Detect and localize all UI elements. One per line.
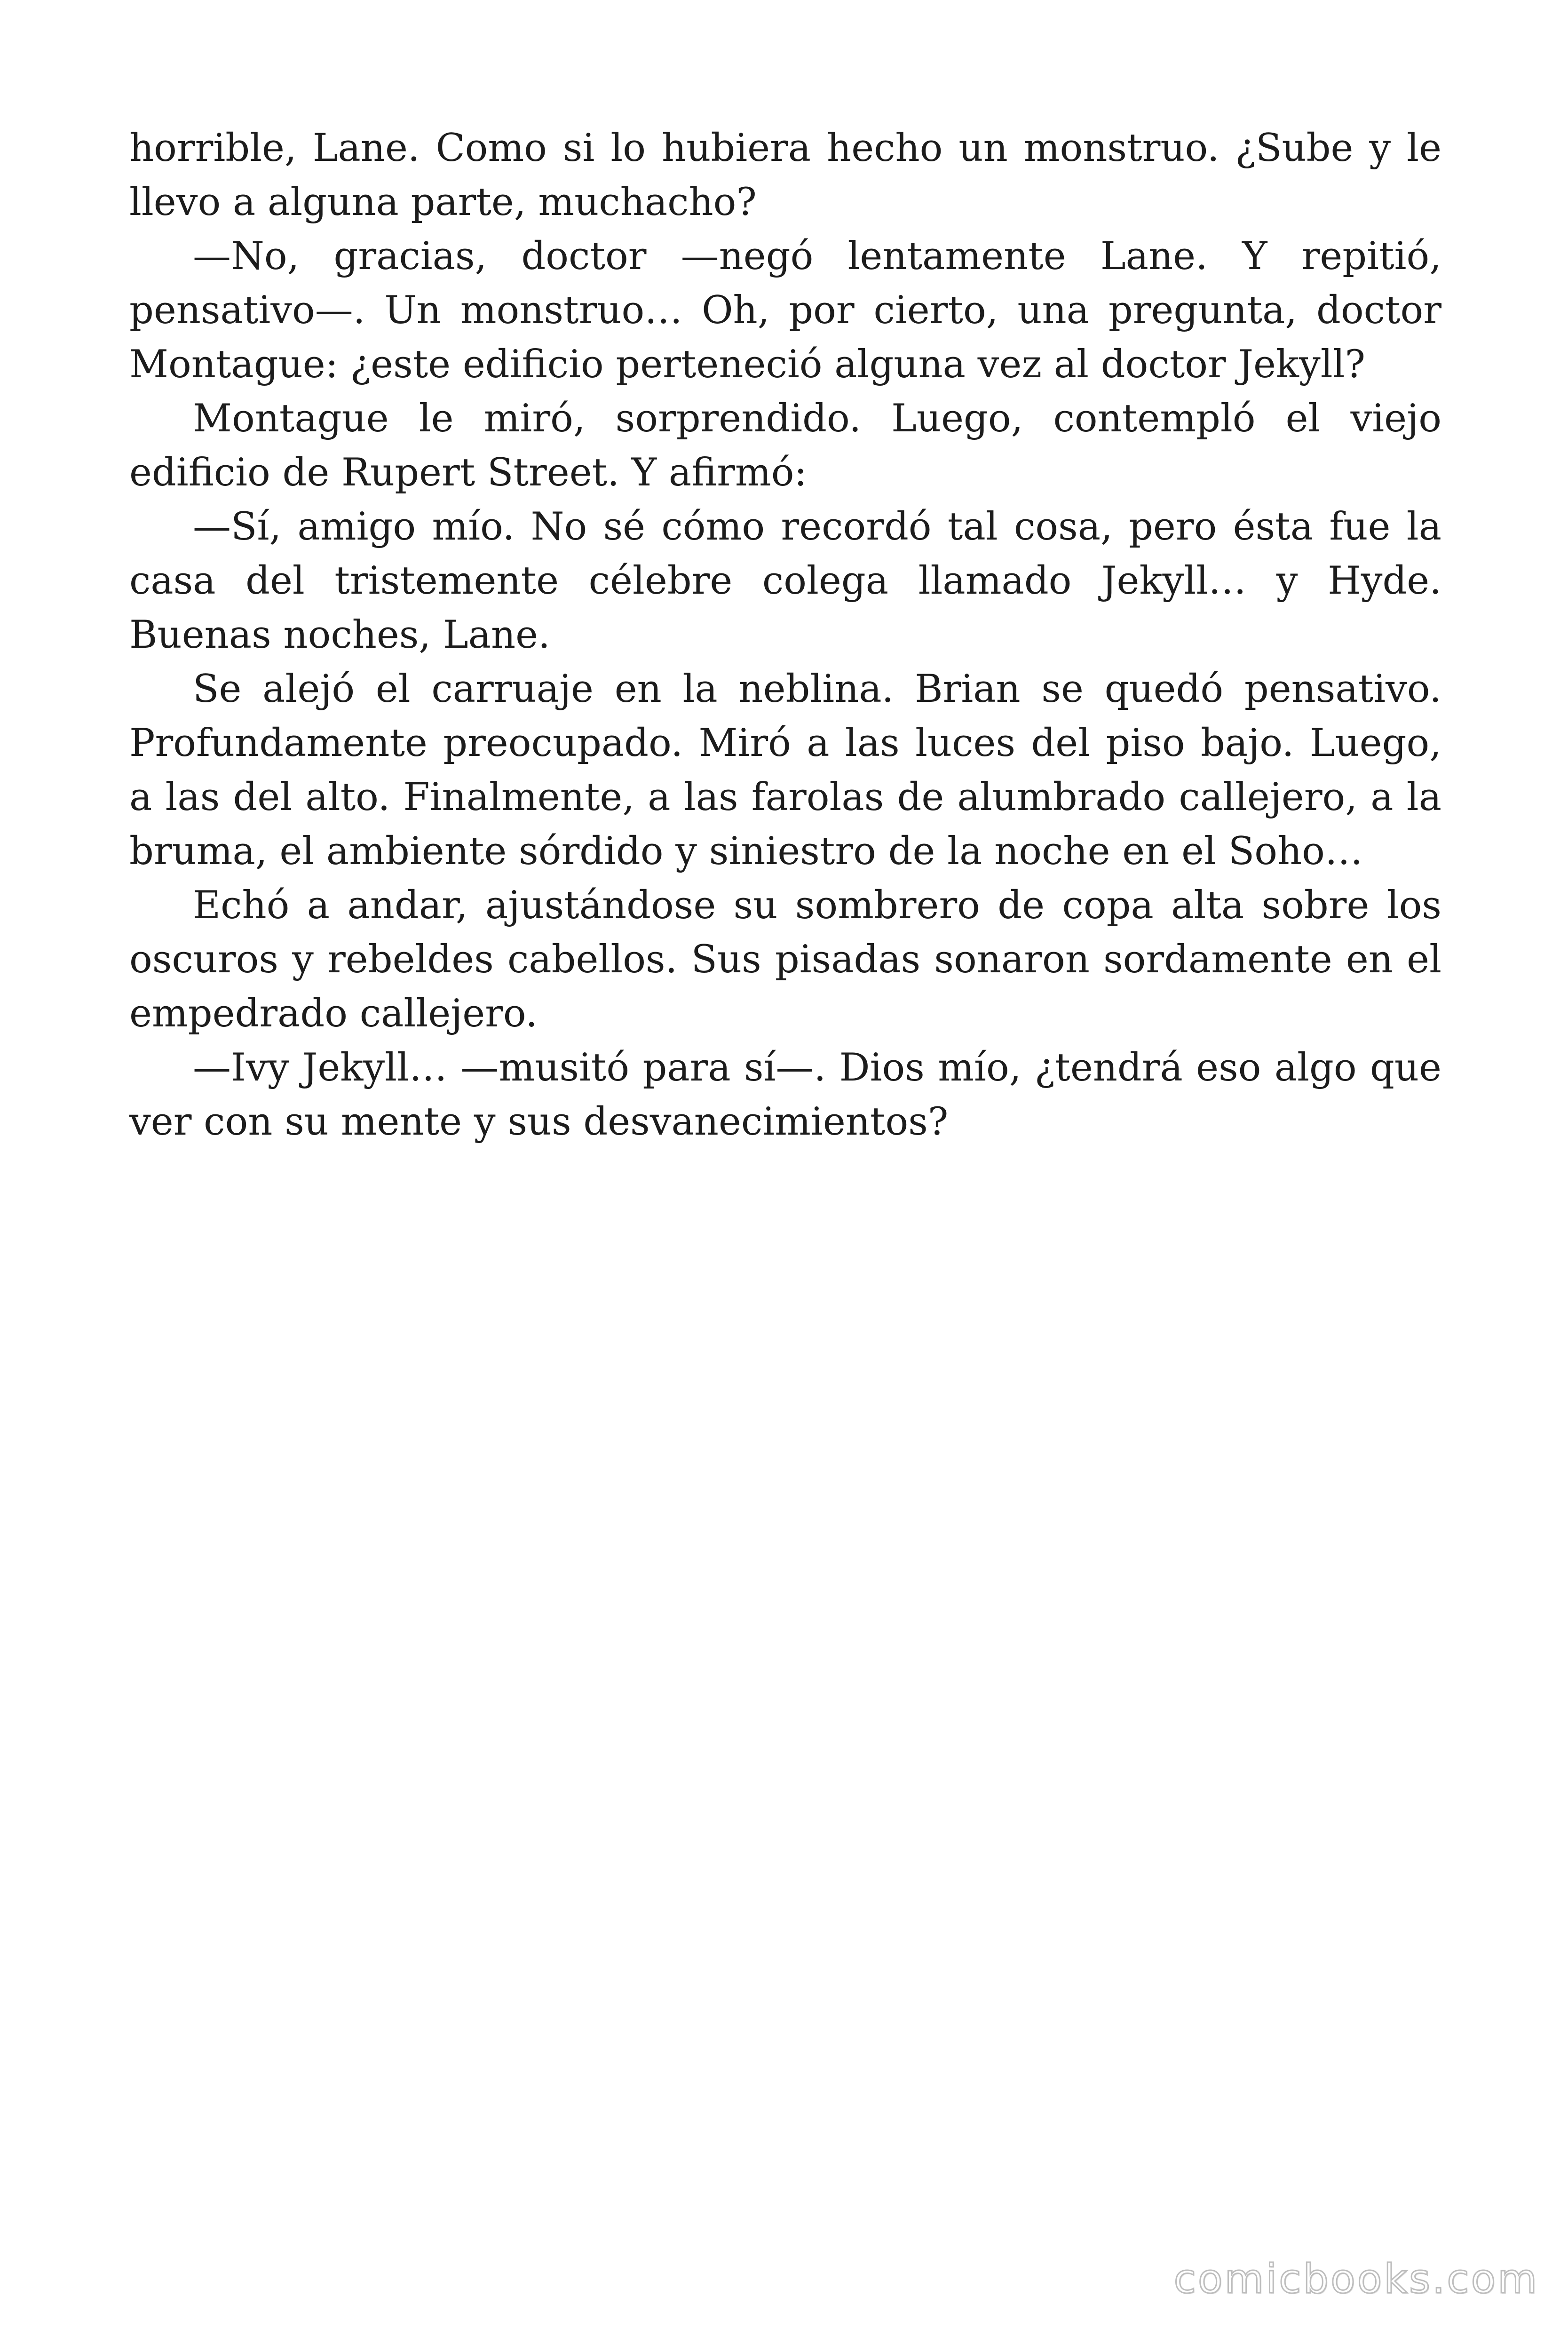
paragraph: horrible, Lane. Como si lo hubiera hecho un monstruo. ¿Sube y le llevo a alguna parte, muchacho? [129, 126, 1441, 224]
paragraph: —Ivy Jekyll… —musitó para sí—. Dios mío, ¿tendrá eso algo que ver con su mente y sus desvanecimientos? [129, 1046, 1441, 1144]
watermark: comicbooks.com [1173, 2256, 1539, 2303]
paragraph: Echó a andar, ajustándose su sombrero de copa alta sobre los oscuros y rebeldes cabellos. Sus pisadas sonaron sordamente en el empedrado callejero. [129, 883, 1441, 1036]
paragraph: —Sí, amigo mío. No sé cómo recordó tal cosa, pero ésta fue la casa del tristemente célebre colega llamado Jekyll… y Hyde. Buenas noches, Lane. [129, 505, 1441, 657]
paragraph: —No, gracias, doctor —negó lentamente Lane. Y repitió, pensativo—. Un monstruo… Oh, por cierto, una pregunta, doctor Montague: ¿este edificio perteneció alguna vez al doctor Jekyll? [129, 234, 1441, 387]
paragraph: Se alejó el carruaje en la neblina. Brian se quedó pensativo. Profundamente preocupado. Miró a las luces del piso bajo. Luego, a las del alto. Finalmente, a las farolas de alumbrado callejero, a la bruma, el ambiente sórdido y siniestro de la noche en el Soho… [129, 667, 1441, 874]
paragraph: Montague le miró, sorprendido. Luego, contempló el viejo edificio de Rupert Street. Y afirmó: [129, 397, 1441, 495]
body-text [129, 121, 1441, 1149]
